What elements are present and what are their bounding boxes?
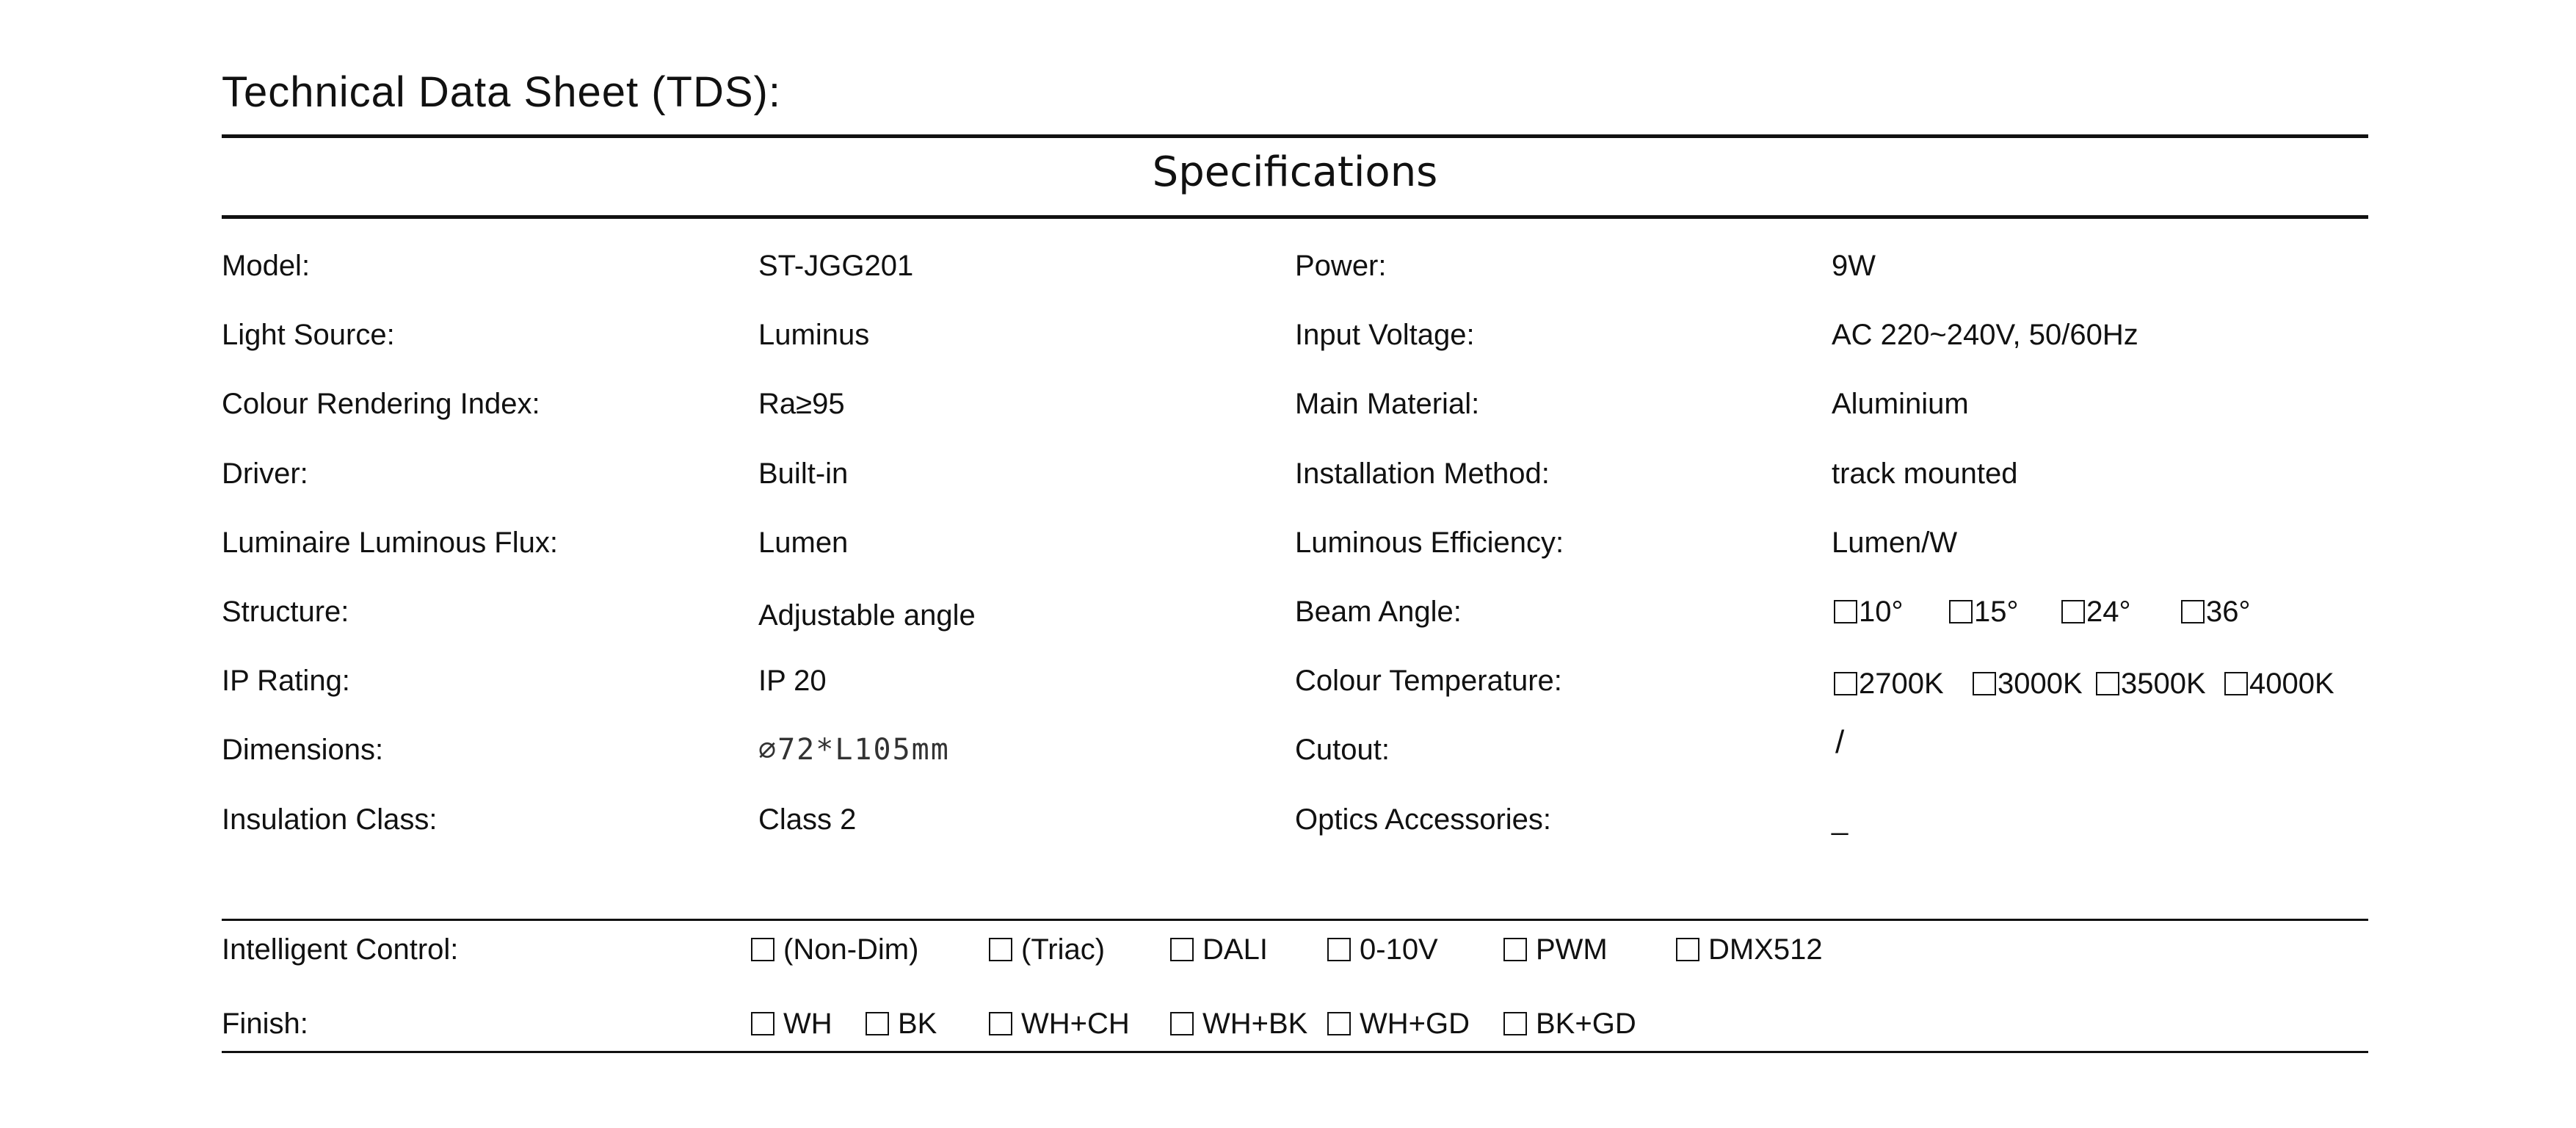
checkbox-icon[interactable] bbox=[1327, 938, 1351, 961]
spec-label-dimensions: Dimensions: bbox=[222, 734, 384, 766]
spec-label-cutout: Cutout: bbox=[1295, 734, 1390, 766]
cct-option-3500k[interactable] bbox=[2096, 665, 2206, 702]
checkbox-icon[interactable] bbox=[751, 1012, 774, 1035]
spec-label-ip-rating: IP Rating: bbox=[222, 665, 350, 697]
control-option-non-dim[interactable] bbox=[751, 931, 918, 968]
finish-option-wh-gd[interactable] bbox=[1327, 1005, 1470, 1042]
finish-option-label: WH+BK bbox=[1202, 1008, 1308, 1040]
checkbox-icon[interactable] bbox=[1503, 938, 1527, 961]
cct-option-label: 3500K bbox=[2121, 668, 2206, 700]
beam-angle-option-36[interactable] bbox=[2181, 593, 2251, 630]
section-divider bbox=[222, 215, 2368, 219]
beam-angle-option-24[interactable] bbox=[2061, 593, 2131, 630]
spec-value-light-source: Luminus bbox=[758, 319, 870, 351]
control-option-label: DMX512 bbox=[1708, 933, 1823, 966]
checkbox-icon[interactable] bbox=[2224, 672, 2248, 695]
section-title: Specifications bbox=[1152, 148, 1438, 196]
checkbox-icon[interactable] bbox=[866, 1012, 889, 1035]
spec-label-input-voltage: Input Voltage: bbox=[1295, 319, 1475, 351]
spec-label-colour-temperature: Colour Temperature: bbox=[1295, 665, 1562, 697]
checkbox-icon[interactable] bbox=[2096, 672, 2119, 695]
control-option-dali[interactable] bbox=[1170, 931, 1268, 968]
checkbox-icon[interactable] bbox=[1834, 672, 1857, 695]
document-title: Technical Data Sheet (TDS): bbox=[222, 68, 781, 116]
spec-value-driver: Built-in bbox=[758, 458, 849, 490]
checkbox-icon[interactable] bbox=[1973, 672, 1996, 695]
spec-label-beam-angle: Beam Angle: bbox=[1295, 596, 1462, 628]
beam-angle-option-label: 15° bbox=[1974, 596, 2019, 628]
checkbox-icon[interactable] bbox=[1949, 600, 1973, 623]
checkbox-icon[interactable] bbox=[989, 938, 1012, 961]
finish-option-wh[interactable] bbox=[751, 1005, 832, 1042]
finish-option-label: WH+CH bbox=[1021, 1008, 1130, 1040]
checkbox-icon[interactable] bbox=[2061, 600, 2085, 623]
cct-option-2700k[interactable] bbox=[1834, 665, 1944, 702]
cct-option-3000k[interactable] bbox=[1973, 665, 2083, 702]
spec-label-driver: Driver: bbox=[222, 458, 308, 490]
spec-value-ip-rating: IP 20 bbox=[758, 665, 827, 697]
spec-value-insulation-class: Class 2 bbox=[758, 803, 857, 836]
spec-value-input-voltage: AC 220~240V, 50/60Hz bbox=[1832, 319, 2138, 351]
spec-value-dimensions: ∅72*L105mm bbox=[758, 733, 950, 767]
options-top-divider bbox=[222, 919, 2368, 921]
technical-data-sheet bbox=[222, 0, 2368, 1128]
spec-value-optics-accessories: _ bbox=[1832, 803, 1848, 836]
beam-angle-option-15[interactable] bbox=[1949, 593, 2019, 630]
beam-angle-option-label: 36° bbox=[2206, 596, 2251, 628]
control-option-0-10v[interactable] bbox=[1327, 931, 1438, 968]
checkbox-icon[interactable] bbox=[1170, 1012, 1194, 1035]
spec-label-light-source: Light Source: bbox=[222, 319, 395, 351]
finish-option-label: WH+GD bbox=[1360, 1008, 1470, 1040]
checkbox-icon[interactable] bbox=[2181, 600, 2205, 623]
spec-label-luminous-flux: Luminaire Luminous Flux: bbox=[222, 527, 558, 559]
beam-angle-option-10[interactable] bbox=[1834, 593, 1904, 630]
spec-label-model: Model: bbox=[222, 250, 311, 282]
spec-label-structure: Structure: bbox=[222, 596, 349, 628]
control-option-label: 0-10V bbox=[1360, 933, 1438, 966]
spec-label-installation-method: Installation Method: bbox=[1295, 458, 1550, 490]
checkbox-icon[interactable] bbox=[1170, 938, 1194, 961]
spec-value-cri: Ra≥95 bbox=[758, 388, 845, 420]
cct-option-label: 4000K bbox=[2249, 668, 2334, 700]
spec-label-power: Power: bbox=[1295, 250, 1387, 282]
spec-label-luminous-efficiency: Luminous Efficiency: bbox=[1295, 527, 1564, 559]
checkbox-icon[interactable] bbox=[1503, 1012, 1527, 1035]
finish-option-label: WH bbox=[783, 1008, 832, 1040]
beam-angle-option-label: 10° bbox=[1859, 596, 1904, 628]
spec-value-main-material: Aluminium bbox=[1832, 388, 1969, 420]
title-divider bbox=[222, 134, 2368, 138]
spec-label-cri: Colour Rendering Index: bbox=[222, 388, 540, 420]
spec-label-optics-accessories: Optics Accessories: bbox=[1295, 803, 1552, 836]
finish-option-bk[interactable] bbox=[866, 1005, 937, 1042]
control-option-triac[interactable] bbox=[989, 931, 1105, 968]
control-option-dmx512[interactable] bbox=[1676, 931, 1823, 968]
spec-value-structure: Adjustable angle bbox=[758, 599, 976, 632]
cct-option-label: 2700K bbox=[1859, 668, 1944, 700]
checkbox-icon[interactable] bbox=[1327, 1012, 1351, 1035]
spec-value-installation-method: track mounted bbox=[1832, 458, 2018, 490]
control-option-label: PWM bbox=[1536, 933, 1608, 966]
intelligent-control-label: Intelligent Control: bbox=[222, 933, 459, 966]
finish-label: Finish: bbox=[222, 1008, 308, 1040]
checkbox-icon[interactable] bbox=[1834, 600, 1857, 623]
cct-option-4000k[interactable] bbox=[2224, 665, 2334, 702]
spec-label-insulation-class: Insulation Class: bbox=[222, 803, 438, 836]
finish-option-wh-ch[interactable] bbox=[989, 1005, 1130, 1042]
control-option-pwm[interactable] bbox=[1503, 931, 1608, 968]
checkbox-icon[interactable] bbox=[751, 938, 774, 961]
control-option-label: DALI bbox=[1202, 933, 1268, 966]
finish-option-wh-bk[interactable] bbox=[1170, 1005, 1307, 1042]
spec-value-power: 9W bbox=[1832, 250, 1876, 282]
checkbox-icon[interactable] bbox=[989, 1012, 1012, 1035]
spec-value-model: ST-JGG201 bbox=[758, 250, 914, 282]
checkbox-icon[interactable] bbox=[1676, 938, 1699, 961]
spec-label-main-material: Main Material: bbox=[1295, 388, 1480, 420]
control-option-label: (Non-Dim) bbox=[783, 933, 919, 966]
beam-angle-option-label: 24° bbox=[2086, 596, 2131, 628]
finish-option-label: BK+GD bbox=[1536, 1008, 1636, 1040]
spec-value-cutout: / bbox=[1835, 724, 1845, 760]
spec-value-luminous-flux: Lumen bbox=[758, 527, 849, 559]
options-bottom-divider bbox=[222, 1051, 2368, 1053]
spec-value-luminous-efficiency: Lumen/W bbox=[1832, 527, 1958, 559]
finish-option-bk-gd[interactable] bbox=[1503, 1005, 1636, 1042]
control-option-label: (Triac) bbox=[1021, 933, 1106, 966]
cct-option-label: 3000K bbox=[1998, 668, 2083, 700]
finish-option-label: BK bbox=[898, 1008, 937, 1040]
